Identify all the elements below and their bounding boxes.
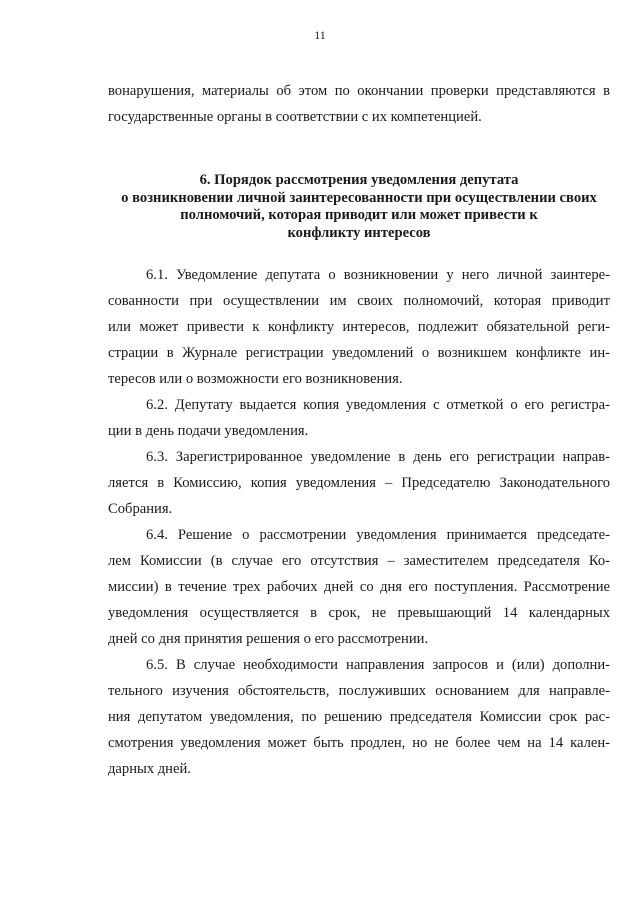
text-line: 6.3. Зарегистрированное уведомление в день его регистрации направ- xyxy=(146,449,610,465)
text-line: дарных дней. xyxy=(108,761,191,777)
text-line: 6.4. Решение о рассмотрении уведомления принимается председате- xyxy=(146,527,610,543)
text-line: тересов или о возможности его возникновения. xyxy=(108,371,403,387)
text-line: государственные органы в соответствии с их компетенцией. xyxy=(108,109,482,125)
text-line: сованности при осуществлении им своих полномочий, которая приводит xyxy=(108,293,610,309)
text-line: уведомления осуществляется в срок, не превышающий 14 календарных xyxy=(108,605,610,621)
text-line: 6.2. Депутату выдается копия уведомления с отметкой о его регистра- xyxy=(146,397,610,413)
heading-line: полномочий, которая приводит или может привести к xyxy=(180,207,538,223)
text-line: 6.1. Уведомление депутата о возникновении у него личной заинтере- xyxy=(146,267,610,283)
text-line: смотрения уведомления может быть продлен, но не более чем на 14 кален- xyxy=(108,735,610,751)
text-line: Собрания. xyxy=(108,501,173,517)
text-line: дней со дня принятия решения о его рассмотрении. xyxy=(108,631,429,647)
text-line: ляется в Комиссию, копия уведомления – Председателю Законодательного xyxy=(108,475,610,491)
paragraph-6-5 xyxy=(108,652,610,782)
text-line: или может привести к конфликту интересов, подлежит обязательной реги- xyxy=(108,319,610,335)
heading-line: о возникновении личной заинтересованности при осуществлении своих xyxy=(121,189,597,206)
heading-line: 6. Порядок рассмотрения уведомления депутата xyxy=(199,172,519,188)
text-line: лем Комиссии (в случае его отсутствия – заместителем председателя Ко- xyxy=(108,553,610,569)
page-number: 11 xyxy=(314,28,326,42)
paragraph-6-3 xyxy=(108,444,610,522)
text-line: миссии) в течение трех рабочих дней со дня его поступления. Рассмотрение xyxy=(108,579,610,595)
text-line: ции в день подачи уведомления. xyxy=(108,423,309,439)
section-heading xyxy=(108,172,610,242)
paragraph-6-4 xyxy=(108,522,610,652)
intro-paragraph xyxy=(108,78,610,130)
paragraph-6-2 xyxy=(108,392,610,444)
document-body xyxy=(108,78,610,782)
paragraph-6-1 xyxy=(108,262,610,392)
text-line: ния депутатом уведомления, по решению председателя Комиссии срок рас- xyxy=(108,709,610,725)
text-line: 6.5. В случае необходимости направления запросов и (или) дополни- xyxy=(146,657,610,673)
text-line: тельного изучения обстоятельств, послуживших основанием для направле- xyxy=(108,683,610,699)
text-line: вонарушения, материалы об этом по окончании проверки представляются в xyxy=(108,83,610,99)
heading-line: конфликту интересов xyxy=(287,224,431,241)
text-line: страции в Журнале регистрации уведомлений о возникшем конфликте ин- xyxy=(108,345,610,361)
